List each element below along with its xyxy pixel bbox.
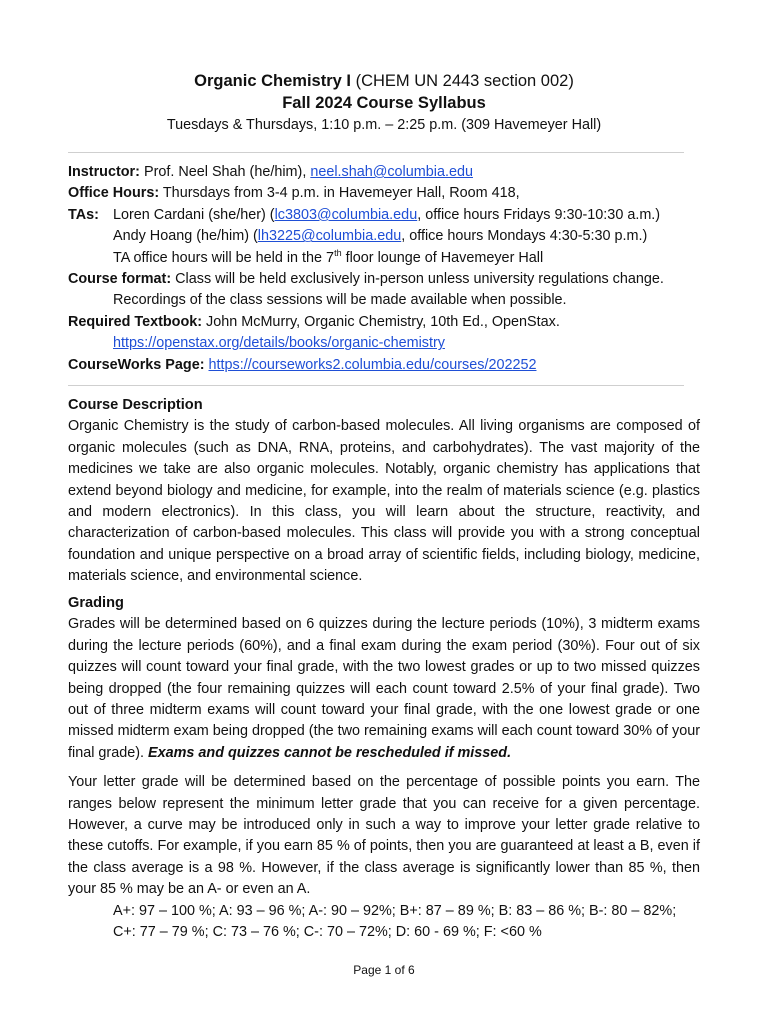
info-divider bbox=[68, 385, 684, 386]
course-description-section bbox=[68, 395, 700, 588]
course-format-row bbox=[68, 269, 700, 290]
ta2-name: Andy Hoang (he/him) ( bbox=[113, 228, 258, 245]
textbook-link-row bbox=[68, 333, 700, 354]
syllabus-subtitle: Fall 2024 Course Syllabus bbox=[282, 94, 486, 112]
grading-section bbox=[68, 593, 700, 944]
class-schedule: Tuesdays & Thursdays, 1:10 p.m. – 2:25 p.m. (309 Havemeyer Hall) bbox=[166, 117, 602, 133]
grading-body-1-text: Grades will be determined based on 6 quizzes during the lecture periods (10%), 3 midterm exams during the lecture periods (60%), and a final exam during the exam period (30%). Four out of six quizzes will count toward your final grade, with the two lowest grades or up to two missed quizzes being dropped (the four remaining quizzes will each count toward 2.5% of your final grade). Two out of three midterm exams will count toward your final grade, with the one lowest grade or one missed midterm exam being dropped (the two remaining exams will each count toward 30% of your final grade). bbox=[68, 616, 700, 761]
course-title bbox=[0, 70, 768, 92]
instructor-name: Prof. Neel Shah (he/him), bbox=[139, 164, 311, 180]
course-description-heading: Course Description bbox=[68, 397, 203, 413]
ta-location-pre: TA office hours will be held in the 7 bbox=[113, 249, 335, 266]
textbook-link[interactable]: https://openstax.org/details/books/organic-chemistry bbox=[113, 335, 445, 352]
tas-label: TAs: bbox=[68, 206, 99, 223]
office-hours-text: Thursdays from 3-4 p.m. in Havemeyer Hall, Room 418, bbox=[159, 185, 520, 202]
header-divider bbox=[68, 152, 684, 153]
course-format-text: Class will be held exclusively in-person unless university regulations change. bbox=[171, 271, 664, 288]
grading-body-1 bbox=[68, 614, 700, 764]
ta-location-row bbox=[68, 248, 700, 269]
ta1-name: Loren Cardani (she/her) ( bbox=[113, 206, 275, 223]
course-description-body: Organic Chemistry is the study of carbon-based molecules. All living organisms are composed of organic molecules (such as DNA, RNA, proteins, and carbohydrates). The vast majority of the medicines we take are also organic molecules. Notably, organic chemistry has applications that extend beyond biology and medicine, for example, into the realm of materials science (e.g. plastics and modern electronics). In this class, you will learn about the structure, reactivity, and characterization of carbon-based molecules. This class will provide you with a strong conceptual foundation and unique perspective on a broad array of scientific fields, including biology, medicine, materials science, and environmental science. bbox=[68, 418, 700, 585]
ta-location-sup: th bbox=[334, 247, 342, 258]
ta2-hours: , office hours Mondays 4:30-5:30 p.m.) bbox=[401, 228, 648, 245]
ta-location-post: floor lounge of Havemeyer Hall bbox=[341, 249, 544, 266]
ta2-row bbox=[68, 226, 700, 247]
course-format-label: Course format: bbox=[68, 271, 172, 288]
instructor-row bbox=[68, 162, 700, 183]
office-hours-row bbox=[68, 183, 700, 204]
grade-scale bbox=[68, 901, 700, 944]
textbook-label: Required Textbook: bbox=[68, 313, 203, 330]
instructor-email-link[interactable]: neel.shah@columbia.edu bbox=[310, 164, 473, 180]
textbook-text: John McMurry, Organic Chemistry, 10th Ed., OpenStax. bbox=[202, 313, 560, 330]
courseworks-row bbox=[68, 355, 700, 376]
grading-heading: Grading bbox=[68, 595, 124, 611]
course-format-row-2: Recordings of the class sessions will be made available when possible. bbox=[113, 292, 567, 309]
courseworks-link[interactable]: https://courseworks2.columbia.edu/courses/202252 bbox=[208, 356, 537, 373]
courseworks-label: CourseWorks Page: bbox=[68, 356, 205, 373]
course-info bbox=[68, 162, 700, 376]
grade-scale-line-1: A+: 97 – 100 %; A: 93 – 96 %; A-: 90 – 92%; B+: 87 – 89 %; B: 83 – 86 %; B-: 80 – 82%; bbox=[113, 902, 677, 919]
course-title-bold: Organic Chemistry I bbox=[194, 72, 351, 90]
course-title-code: (CHEM UN 2443 section 002) bbox=[350, 72, 574, 90]
ta1-email-link[interactable]: lc3803@columbia.edu bbox=[274, 206, 418, 223]
ta1-row bbox=[68, 205, 700, 226]
document-header bbox=[0, 70, 768, 136]
grading-body-2: Your letter grade will be determined based on the percentage of possible points you earn. The ranges below represent the minimum letter grade that you can receive for a given percentage. However, a curve may be introduced only in such a way to improve your letter grade relative to these cutoffs. For example, if you earn 85 % of points, then you are guaranteed at least a B, even if the class average is a 98 %. However, if the class average is significantly lower than 85 %, then your 85 % may be an A- or even an A. bbox=[68, 774, 700, 898]
grade-scale-line-2: C+: 77 – 79 %; C: 73 – 76 %; C-: 70 – 72%; D: 60 - 69 %; F: <60 % bbox=[113, 924, 542, 941]
grading-warning: Exams and quizzes cannot be rescheduled if missed. bbox=[148, 744, 512, 761]
office-hours-label: Office Hours: bbox=[68, 185, 160, 202]
instructor-label: Instructor: bbox=[68, 164, 140, 180]
page-number: Page 1 of 6 bbox=[353, 963, 415, 977]
ta2-email-link[interactable]: lh3225@columbia.edu bbox=[257, 228, 402, 245]
ta1-hours: , office hours Fridays 9:30-10:30 a.m.) bbox=[417, 206, 661, 223]
textbook-row bbox=[68, 312, 700, 333]
